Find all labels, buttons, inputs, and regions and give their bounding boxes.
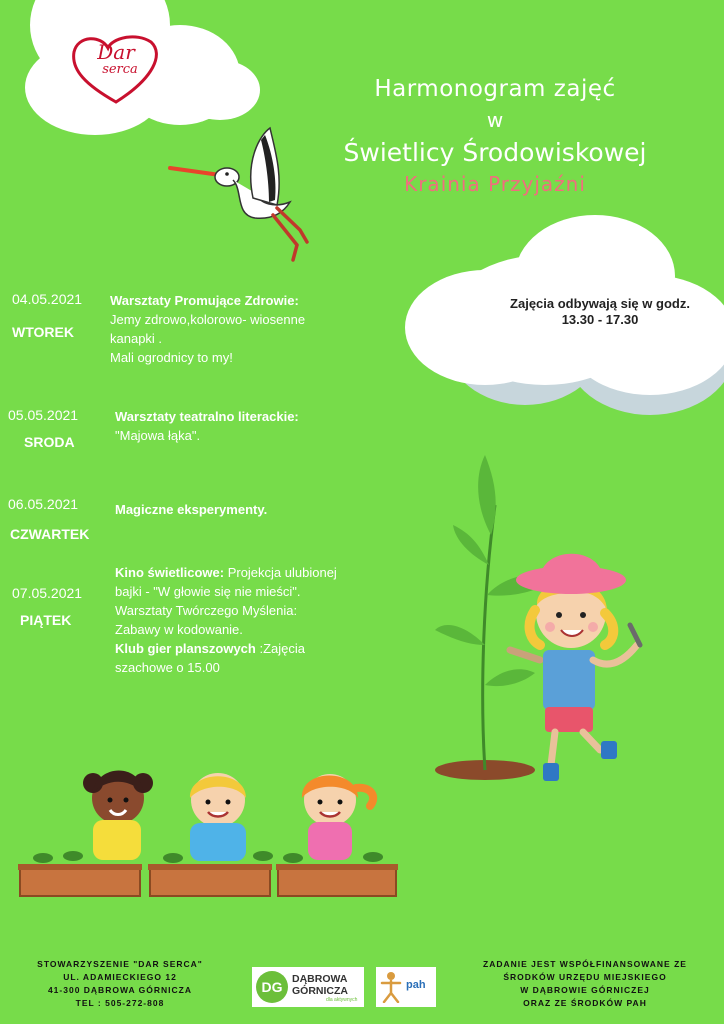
footer-left-l1: STOWARZYSZENIE "DAR SERCA" bbox=[37, 959, 203, 969]
desc-4-l3: Zabawy w kodowanie. bbox=[115, 622, 243, 637]
desc-4-bold2: Klub gier planszowych bbox=[115, 641, 256, 656]
hours-line2: 13.30 - 17.30 bbox=[561, 312, 639, 327]
desc-2-l1: "Majowa łąka". bbox=[115, 428, 201, 443]
title-line4: Krainia Przyjaźni bbox=[404, 172, 586, 196]
title-line2: w bbox=[486, 108, 504, 132]
desc-1 bbox=[110, 291, 340, 367]
day-3: CZWARTEK bbox=[10, 526, 90, 542]
footer-right-l2: ŚRODKÓW URZĘDU MIEJSKIEGO bbox=[503, 972, 667, 982]
desc-4-l1: bajki - "W głowie się nie mieści". bbox=[115, 584, 301, 599]
desc-1-bold: Warsztaty Promujące Zdrowie: bbox=[110, 293, 299, 308]
dg-l3: dla aktywnych bbox=[326, 997, 358, 1003]
footer-left-l2: UL. ADAMIECKIEGO 12 bbox=[63, 972, 177, 982]
dg-mark-icon: DG bbox=[256, 971, 288, 1003]
date-4: 07.05.2021 bbox=[12, 585, 83, 601]
desc-1-l2: kanapki . bbox=[110, 331, 163, 346]
stork-illustration bbox=[165, 120, 315, 270]
date-3: 06.05.2021 bbox=[8, 496, 79, 512]
dar-serca-logo bbox=[66, 30, 166, 110]
footer-right-l1: ZADANIE JEST WSPÓŁFINANSOWANE ZE bbox=[483, 959, 687, 969]
day-2: SRODA bbox=[24, 434, 75, 450]
footer-right-l3: W DĄBROWIE GÓRNICZEJ bbox=[520, 985, 650, 995]
footer-left-l3: 41-300 DĄBROWA GÓRNICZA bbox=[47, 985, 193, 995]
desc-3 bbox=[115, 500, 345, 519]
dg-l1: DĄBROWA bbox=[292, 973, 348, 985]
footer-right-l4: ORAZ ZE ŚRODKÓW PAH bbox=[523, 998, 647, 1008]
date-1: 04.05.2021 bbox=[12, 291, 83, 307]
desc-4 bbox=[115, 563, 345, 677]
dabrowa-gornicza-logo bbox=[252, 967, 364, 1007]
desc-1-l3: Mali ogrodnicy to my! bbox=[110, 350, 233, 365]
footer-address bbox=[20, 958, 220, 1010]
desc-2 bbox=[115, 407, 345, 445]
logo-line2: serca bbox=[102, 62, 138, 77]
desc-4-bold: Kino świetlicowe: bbox=[115, 565, 225, 580]
footer-left-l4: TEL : 505-272-808 bbox=[75, 998, 165, 1008]
pah-logo bbox=[376, 967, 436, 1007]
title-line3: Świetlicy Środowiskowej bbox=[343, 138, 647, 167]
desc-4-rest: Projekcja ulubionej bbox=[224, 565, 337, 580]
desc-4-rest2: :Zajęcia bbox=[255, 641, 305, 656]
kids-gardening-illustration bbox=[18, 758, 398, 903]
pah-text: pah bbox=[406, 979, 426, 991]
hours-line1: Zajęcia odbywają się w godz. bbox=[510, 296, 690, 311]
dg-l2: GÓRNICZA bbox=[292, 985, 348, 997]
day-4: PIĄTEK bbox=[20, 612, 72, 628]
hours-info bbox=[470, 296, 724, 328]
title-line1: Harmonogram zajęć bbox=[374, 76, 616, 102]
day-1: WTOREK bbox=[12, 324, 74, 340]
plant-girl-illustration bbox=[425, 445, 665, 795]
desc-3-bold: Magiczne eksperymenty. bbox=[115, 502, 268, 517]
desc-2-bold: Warsztaty teatralno literackie: bbox=[115, 409, 299, 424]
logo-line1: Dar bbox=[97, 40, 135, 64]
date-2: 05.05.2021 bbox=[8, 407, 79, 423]
desc-4-l4: szachowe o 15.00 bbox=[115, 660, 220, 675]
desc-4-l2: Warsztaty Twórczego Myślenia: bbox=[115, 603, 298, 618]
person-icon bbox=[380, 971, 402, 1003]
footer-funding bbox=[455, 958, 715, 1010]
desc-1-l1: Jemy zdrowo,kolorowo- wiosenne bbox=[110, 312, 306, 327]
